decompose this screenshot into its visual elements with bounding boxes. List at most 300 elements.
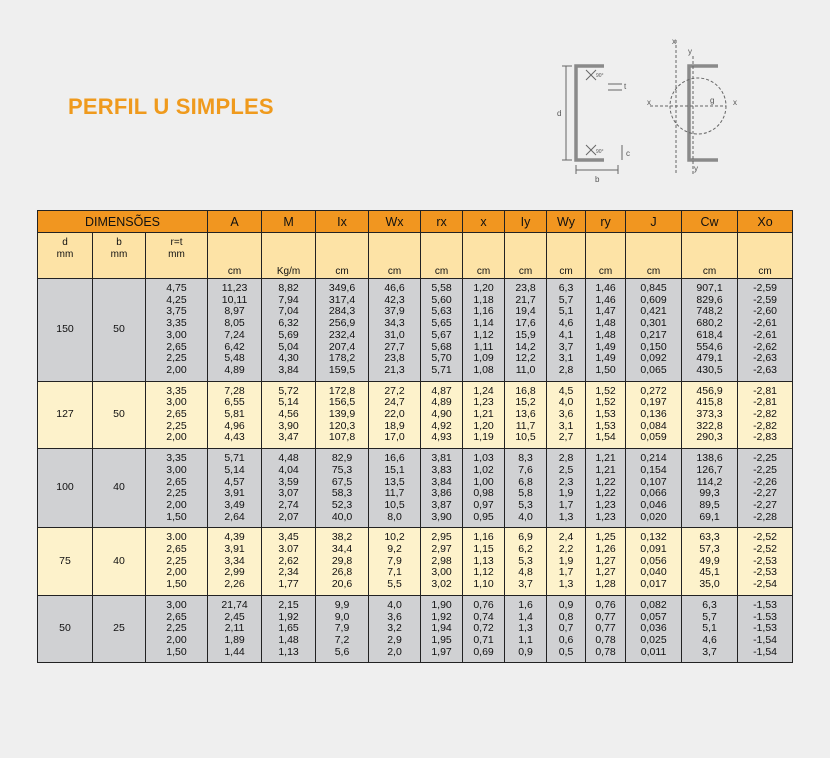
cell-value: 3,90 bbox=[278, 419, 299, 432]
label-d: d bbox=[557, 109, 562, 118]
cell-value: 2,07 bbox=[278, 510, 299, 523]
cell-value: 2,99 bbox=[224, 566, 245, 579]
cell-value: 3,87 bbox=[431, 498, 452, 511]
value-cell bbox=[208, 381, 262, 449]
cell-value: 2,34 bbox=[278, 566, 299, 579]
header-cell: Xo bbox=[738, 211, 793, 233]
cell-value: 0,065 bbox=[640, 363, 667, 376]
cell-value: 7,24 bbox=[224, 328, 245, 341]
cell-value: 23,8 bbox=[384, 352, 405, 365]
unit-cell: Kg/m bbox=[262, 233, 316, 279]
cell-value: 3.07 bbox=[278, 543, 299, 556]
cell-value: 8,3 bbox=[518, 452, 533, 465]
cell-value: 3,07 bbox=[278, 487, 299, 500]
value-cell bbox=[146, 528, 208, 596]
profile-group bbox=[38, 279, 793, 382]
cell-value: 3,6 bbox=[558, 408, 574, 421]
value-cell bbox=[421, 381, 463, 449]
cell-value: 3,86 bbox=[431, 487, 452, 500]
cell-value: 16,6 bbox=[384, 452, 405, 465]
value-cell bbox=[586, 595, 626, 663]
value-cell bbox=[547, 381, 586, 449]
value-cell bbox=[262, 449, 316, 528]
cell-value: 4,30 bbox=[278, 352, 299, 365]
cell-value: 0,421 bbox=[640, 305, 667, 318]
cell-value: 5,04 bbox=[278, 340, 299, 353]
unit-cell: cm bbox=[505, 233, 547, 279]
cell-value: 42,3 bbox=[384, 293, 405, 306]
cell-value: 3,1 bbox=[558, 352, 574, 365]
cell-value: 0,6 bbox=[558, 633, 574, 646]
value-cell bbox=[463, 528, 505, 596]
cell-value: 5,8 bbox=[518, 487, 533, 500]
cell-value: -2,61 bbox=[753, 328, 777, 341]
cell-value: 1,12 bbox=[473, 328, 494, 341]
value-cell bbox=[369, 449, 421, 528]
cell-value: 3,90 bbox=[431, 510, 452, 523]
cell-value: 3,35 bbox=[166, 452, 187, 465]
cell-value: 3,84 bbox=[431, 475, 452, 488]
cell-value: 0,74 bbox=[473, 610, 494, 623]
value-cell bbox=[421, 449, 463, 528]
cell-value: 2,8 bbox=[558, 363, 574, 376]
cell-value: 0,845 bbox=[640, 282, 667, 294]
cell-value: 0,017 bbox=[640, 578, 667, 591]
cell-value: 7,9 bbox=[334, 622, 350, 635]
cell-value: 2,11 bbox=[224, 622, 245, 635]
cell-value: 2,00 bbox=[166, 431, 187, 444]
cell-value: 0,197 bbox=[640, 396, 667, 409]
value-cell bbox=[208, 279, 262, 382]
cell-value: 2,00 bbox=[166, 498, 187, 511]
table-row bbox=[38, 381, 793, 449]
cell-d: 75 bbox=[38, 528, 93, 596]
cell-value: 349,6 bbox=[328, 282, 356, 294]
cell-value: 0,136 bbox=[640, 408, 667, 421]
cell-value: 0,76 bbox=[595, 598, 616, 611]
cell-value: 1,50 bbox=[166, 645, 187, 658]
value-cell bbox=[262, 381, 316, 449]
cell-value: 680,2 bbox=[696, 317, 723, 330]
cell-value: 2,25 bbox=[166, 419, 187, 432]
header-cell: Wy bbox=[547, 211, 586, 233]
cell-value: 2,3 bbox=[558, 475, 574, 488]
value-cell bbox=[505, 381, 547, 449]
value-cell bbox=[738, 449, 793, 528]
value-cell bbox=[626, 449, 682, 528]
value-cell bbox=[547, 528, 586, 596]
cell-value: 2,65 bbox=[166, 475, 187, 488]
cell-value: 2,45 bbox=[224, 610, 245, 623]
cell-value: 6,3 bbox=[702, 598, 717, 611]
cell-value: 9,2 bbox=[387, 543, 402, 556]
cell-value: 3,00 bbox=[431, 566, 452, 579]
cell-value: 89,5 bbox=[699, 498, 720, 511]
value-cell bbox=[505, 595, 547, 663]
value-cell bbox=[505, 279, 547, 382]
cell-value: 75,3 bbox=[331, 463, 353, 476]
cell-value: 0,057 bbox=[640, 610, 667, 623]
table-row bbox=[38, 595, 793, 663]
cell-value: 4,0 bbox=[387, 598, 402, 611]
value-cell bbox=[547, 449, 586, 528]
cell-value: 9,0 bbox=[334, 610, 350, 623]
cell-b: 40 bbox=[93, 449, 146, 528]
cell-value: 1,7 bbox=[558, 566, 574, 579]
cell-value: 21,7 bbox=[515, 293, 536, 306]
cell-value: 2,2 bbox=[558, 543, 574, 556]
value-cell bbox=[146, 279, 208, 382]
cell-value: 1,13 bbox=[473, 554, 494, 567]
cell-value: 29,8 bbox=[331, 554, 353, 567]
cell-value: 0,72 bbox=[473, 622, 494, 635]
cell-value: 5,58 bbox=[431, 282, 452, 294]
units-row bbox=[38, 233, 793, 279]
cell-value: 1,26 bbox=[595, 543, 616, 556]
cell-value: 4,8 bbox=[518, 566, 533, 579]
cell-value: 6,2 bbox=[518, 543, 533, 556]
cell-value: 15,2 bbox=[515, 396, 536, 409]
cell-value: 1,3 bbox=[558, 578, 574, 591]
cell-value: 2,95 bbox=[431, 531, 452, 544]
cell-value: 2,25 bbox=[166, 352, 187, 365]
cell-value: 5,70 bbox=[431, 352, 452, 365]
cell-b: 50 bbox=[93, 279, 146, 382]
value-cell bbox=[421, 279, 463, 382]
cell-value: 5,6 bbox=[334, 645, 350, 658]
cell-value: 2,00 bbox=[166, 633, 187, 646]
cell-value: 1,48 bbox=[595, 328, 616, 341]
cell-value: 4,43 bbox=[224, 431, 245, 444]
cell-value: 3,00 bbox=[166, 463, 187, 476]
cell-value: 5,3 bbox=[518, 498, 533, 511]
cell-value: 0,011 bbox=[640, 645, 667, 658]
cell-value: 0,082 bbox=[640, 598, 667, 611]
cell-value: 748,2 bbox=[696, 305, 723, 318]
cell-value: 4,1 bbox=[558, 328, 574, 341]
cell-value: 58,3 bbox=[331, 487, 353, 500]
cell-value: 3,7 bbox=[702, 645, 717, 658]
cell-value: 15,1 bbox=[384, 463, 405, 476]
cell-value: 0,5 bbox=[558, 645, 574, 658]
cell-value: 2,65 bbox=[166, 340, 187, 353]
cell-value: 5,14 bbox=[224, 463, 245, 476]
label-angle-bottom: 90° bbox=[596, 149, 604, 155]
cell-value: 1,13 bbox=[278, 645, 299, 658]
cell-value: 1,89 bbox=[224, 633, 245, 646]
cell-value: 5,65 bbox=[431, 317, 452, 330]
cell-value: 0,76 bbox=[473, 598, 494, 611]
cell-value: 114,2 bbox=[696, 475, 723, 488]
cell-value: 17,6 bbox=[515, 317, 536, 330]
cell-value: 3,81 bbox=[431, 452, 452, 465]
table-row bbox=[38, 449, 793, 528]
cell-value: 5,5 bbox=[387, 578, 402, 591]
header-row bbox=[38, 211, 793, 233]
cell-value: 16,8 bbox=[515, 384, 536, 397]
cell-value: 1,23 bbox=[595, 510, 616, 523]
cell-value: -2,25 bbox=[753, 463, 777, 476]
cell-value: -2,52 bbox=[753, 531, 777, 544]
value-cell bbox=[626, 279, 682, 382]
cell-value: 1,14 bbox=[473, 317, 494, 330]
value-cell bbox=[463, 449, 505, 528]
unit-cell: cm bbox=[547, 233, 586, 279]
cell-value: 2,0 bbox=[387, 645, 402, 658]
cell-value: 0,092 bbox=[640, 352, 667, 365]
cell-value: 0,78 bbox=[595, 633, 616, 646]
unit-cell: cm bbox=[738, 233, 793, 279]
value-cell bbox=[682, 449, 738, 528]
cell-value: 3,75 bbox=[166, 305, 187, 318]
value-cell bbox=[316, 595, 369, 663]
cell-value: 1,48 bbox=[278, 633, 299, 646]
cell-value: -2,54 bbox=[753, 578, 777, 591]
cell-value: 6,55 bbox=[224, 396, 245, 409]
cell-b: 25 bbox=[93, 595, 146, 663]
cell-value: 1,20 bbox=[473, 282, 494, 294]
cell-d: 100 bbox=[38, 449, 93, 528]
value-cell bbox=[316, 449, 369, 528]
cell-value: 34,3 bbox=[384, 317, 405, 330]
cell-value: 1,50 bbox=[595, 363, 616, 376]
cell-value: 1,49 bbox=[595, 340, 616, 353]
cell-value: 1,03 bbox=[473, 452, 494, 465]
cell-value: 34,4 bbox=[331, 543, 353, 556]
cell-value: 3,6 bbox=[387, 610, 402, 623]
cell-value: -2,26 bbox=[753, 475, 777, 488]
cell-value: 126,7 bbox=[696, 463, 723, 476]
cell-value: -2,53 bbox=[753, 566, 777, 579]
cell-value: 2,4 bbox=[558, 531, 574, 544]
cell-value: 6,9 bbox=[518, 531, 533, 544]
axis-label-y-top: y bbox=[688, 47, 692, 56]
u-profile-diagram bbox=[548, 34, 758, 184]
cell-value: 3,00 bbox=[166, 328, 187, 341]
value-cell bbox=[369, 528, 421, 596]
cell-value: 4,90 bbox=[431, 408, 452, 421]
cell-value: 3,91 bbox=[224, 487, 245, 500]
cell-value: 1,9 bbox=[558, 554, 574, 567]
value-cell bbox=[463, 381, 505, 449]
cell-value: 7,28 bbox=[224, 384, 245, 397]
label-angle-top: 90° bbox=[596, 73, 604, 79]
header-cell: ry bbox=[586, 211, 626, 233]
value-cell bbox=[316, 381, 369, 449]
label-c: c bbox=[626, 149, 630, 158]
cell-value: 2,00 bbox=[166, 363, 187, 376]
cell-value: 1,49 bbox=[595, 352, 616, 365]
axis-label-x-left: x bbox=[647, 98, 651, 107]
value-cell bbox=[547, 595, 586, 663]
header-cell: J bbox=[626, 211, 682, 233]
table-row bbox=[38, 528, 793, 596]
cell-value: 138,6 bbox=[696, 452, 723, 465]
cell-value: -2,82 bbox=[753, 419, 777, 432]
cell-value: -2,52 bbox=[753, 543, 777, 556]
cell-value: 82,9 bbox=[331, 452, 353, 465]
unit-b: b mm bbox=[93, 233, 146, 279]
value-cell bbox=[463, 595, 505, 663]
cell-value: 14,2 bbox=[515, 340, 536, 353]
cell-value: 0,046 bbox=[640, 498, 667, 511]
cell-value: 11,7 bbox=[515, 419, 536, 432]
cell-value: 8,05 bbox=[224, 317, 245, 330]
cell-value: 40,0 bbox=[331, 510, 353, 523]
unit-rt: r=t mm bbox=[146, 233, 208, 279]
cell-value: 4,93 bbox=[431, 431, 452, 444]
cell-value: 4,48 bbox=[278, 452, 299, 465]
cell-value: 4,6 bbox=[558, 317, 574, 330]
cell-b: 50 bbox=[93, 381, 146, 449]
cell-value: -2,60 bbox=[753, 305, 777, 318]
cell-value: 8,97 bbox=[224, 305, 245, 318]
cell-value: 5,63 bbox=[431, 305, 452, 318]
cell-value: 0,77 bbox=[595, 622, 616, 635]
cell-value: 1,10 bbox=[473, 578, 494, 591]
cell-value: -2,81 bbox=[753, 396, 777, 409]
cell-value: 10,5 bbox=[515, 431, 536, 444]
cell-value: 1,25 bbox=[595, 531, 616, 544]
cell-value: 1,77 bbox=[278, 578, 299, 591]
cell-value: 3,00 bbox=[166, 396, 187, 409]
cell-value: 1,24 bbox=[473, 384, 494, 397]
cell-value: 0,71 bbox=[473, 633, 494, 646]
value-cell bbox=[738, 595, 793, 663]
cell-value: 5,81 bbox=[224, 408, 245, 421]
cell-value: 52,3 bbox=[331, 498, 353, 511]
cell-value: 0,7 bbox=[558, 622, 574, 635]
cell-value: -2,82 bbox=[753, 408, 777, 421]
header-cell: x bbox=[463, 211, 505, 233]
cell-value: -2,61 bbox=[753, 317, 777, 330]
cell-value: -2,62 bbox=[753, 340, 777, 353]
cell-value: 2,25 bbox=[166, 622, 187, 635]
cell-value: 3,59 bbox=[278, 475, 299, 488]
cell-value: 1,21 bbox=[595, 452, 616, 465]
cell-value: 3,1 bbox=[558, 419, 574, 432]
cell-d: 50 bbox=[38, 595, 93, 663]
cell-value: 6,42 bbox=[224, 340, 245, 353]
value-cell bbox=[146, 381, 208, 449]
value-cell bbox=[262, 279, 316, 382]
cell-value: 907,1 bbox=[696, 282, 723, 294]
cell-value: -2,63 bbox=[753, 352, 777, 365]
cell-value: 1,08 bbox=[473, 363, 494, 376]
cell-value: 2,97 bbox=[431, 543, 452, 556]
cell-value: 3,83 bbox=[431, 463, 452, 476]
cell-value: 3,00 bbox=[166, 598, 187, 611]
cell-value: 18,9 bbox=[384, 419, 405, 432]
cell-value: 0,272 bbox=[640, 384, 667, 397]
cell-value: 2,98 bbox=[431, 554, 452, 567]
cell-value: 7,2 bbox=[334, 633, 350, 646]
value-cell bbox=[146, 595, 208, 663]
cell-value: 0,091 bbox=[640, 543, 667, 556]
cell-value: 1,09 bbox=[473, 352, 494, 365]
cell-value: 1,9 bbox=[558, 487, 574, 500]
cell-value: -2,59 bbox=[753, 293, 777, 306]
cell-value: 5,14 bbox=[278, 396, 299, 409]
cell-value: 0,69 bbox=[473, 645, 494, 658]
value-cell bbox=[208, 595, 262, 663]
value-cell bbox=[626, 381, 682, 449]
cell-value: 4,75 bbox=[166, 282, 187, 294]
cell-value: 63,3 bbox=[699, 531, 720, 544]
cell-value: 232,4 bbox=[328, 328, 356, 341]
cell-value: 1,27 bbox=[595, 566, 616, 579]
cell-value: 479,1 bbox=[696, 352, 723, 365]
cell-value: 139,9 bbox=[328, 408, 356, 421]
value-cell bbox=[208, 528, 262, 596]
profile-section-axes bbox=[650, 40, 726, 174]
value-cell bbox=[262, 595, 316, 663]
cell-value: 1,4 bbox=[518, 610, 533, 623]
cell-value: 1,3 bbox=[558, 510, 574, 523]
cell-value: 1,16 bbox=[473, 531, 494, 544]
cell-value: 31,0 bbox=[384, 328, 405, 341]
cell-value: 5,1 bbox=[558, 305, 574, 318]
profile-group bbox=[38, 528, 793, 596]
cell-value: 5,48 bbox=[224, 352, 245, 365]
value-cell bbox=[738, 279, 793, 382]
cell-value: 3,7 bbox=[558, 340, 574, 353]
cell-value: 10,11 bbox=[221, 293, 248, 306]
cell-value: 4,89 bbox=[224, 363, 245, 376]
cell-value: 0,150 bbox=[640, 340, 667, 353]
value-cell bbox=[463, 279, 505, 382]
cell-value: 120,3 bbox=[328, 419, 356, 432]
cell-value: 7,1 bbox=[387, 566, 402, 579]
cell-value: 156,5 bbox=[328, 396, 356, 409]
cell-value: 2,5 bbox=[558, 463, 574, 476]
cell-value: 4,04 bbox=[278, 463, 299, 476]
cell-value: 5,7 bbox=[558, 293, 574, 306]
cell-value: 10,5 bbox=[384, 498, 405, 511]
cell-value: 0,9 bbox=[518, 645, 533, 658]
cell-value: 4,39 bbox=[224, 531, 245, 544]
table-row bbox=[38, 279, 793, 382]
unit-cell: cm bbox=[586, 233, 626, 279]
cell-value: 13,6 bbox=[515, 408, 536, 421]
cell-value: 1,21 bbox=[473, 408, 494, 421]
cell-value: 3,45 bbox=[278, 531, 299, 544]
value-cell bbox=[682, 528, 738, 596]
cell-value: 0,8 bbox=[558, 610, 574, 623]
cell-value: 284,3 bbox=[328, 305, 356, 318]
cell-value: 7,94 bbox=[278, 293, 299, 306]
cell-value: 0,056 bbox=[640, 554, 667, 567]
cell-value: -1,54 bbox=[753, 633, 777, 646]
cell-value: 2,64 bbox=[224, 510, 245, 523]
cell-value: 1,50 bbox=[166, 578, 187, 591]
cell-value: 23,8 bbox=[515, 282, 536, 294]
cell-value: 107,8 bbox=[328, 431, 356, 444]
cell-value: 21,3 bbox=[384, 363, 405, 376]
cell-value: 3,2 bbox=[387, 622, 402, 635]
cell-value: 35,0 bbox=[699, 578, 720, 591]
cell-value: 0,301 bbox=[640, 317, 667, 330]
cell-value: 1,11 bbox=[473, 340, 494, 353]
cell-value: 38,2 bbox=[331, 531, 353, 544]
cell-value: 5,71 bbox=[224, 452, 245, 465]
cell-value: 456,9 bbox=[696, 384, 723, 397]
cell-value: 7,6 bbox=[518, 463, 533, 476]
cell-value: 1,65 bbox=[278, 622, 299, 635]
value-cell bbox=[682, 279, 738, 382]
cell-value: 1,22 bbox=[595, 487, 616, 500]
value-cell bbox=[208, 449, 262, 528]
